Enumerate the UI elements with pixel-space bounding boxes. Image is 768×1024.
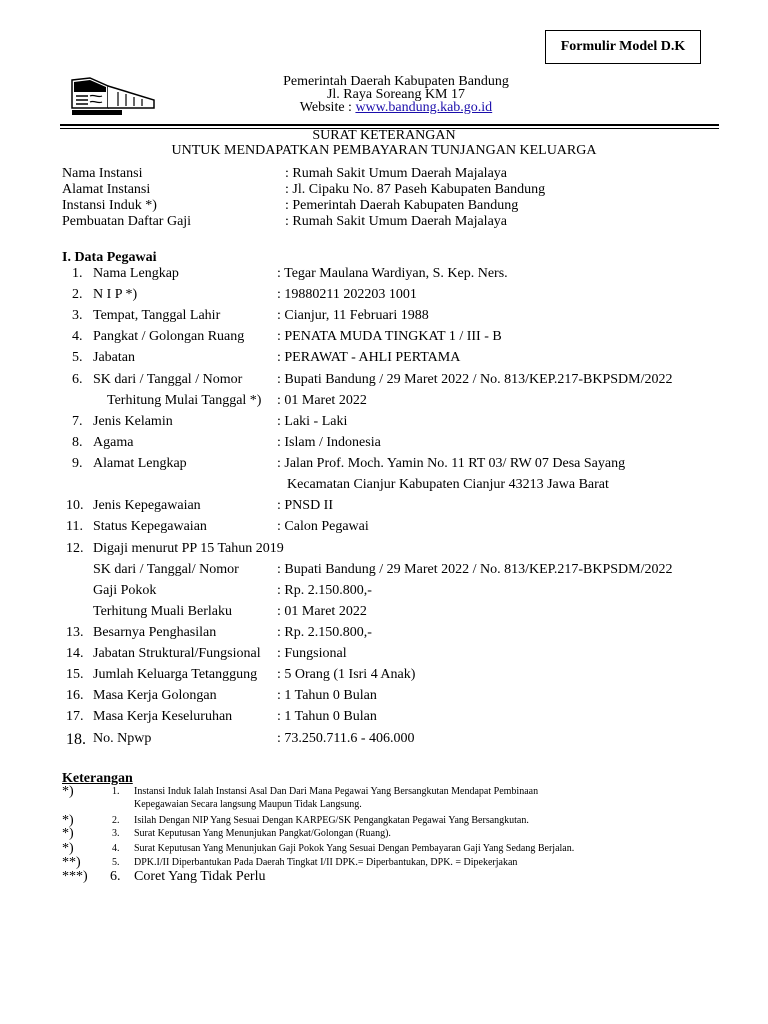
row-number: 18. — [66, 731, 86, 748]
field-value: : Jalan Prof. Moch. Yamin No. 11 RT 03/ RW 07 Desa Sayang — [277, 456, 626, 471]
row-number: 14. — [66, 646, 84, 661]
note-text: DPK.I/II Diperbantukan Pada Daerah Tingkat I/II DPK.= Diperbantukan, DPK. = Dipekerjakan — [134, 857, 518, 868]
field-value: : Bupati Bandung / 29 Maret 2022 / No. 813/KEP.217-BKPSDM/2022 — [277, 562, 673, 577]
header-website — [196, 100, 596, 116]
row-number: 5. — [72, 350, 83, 365]
note-marker: *) — [62, 813, 74, 828]
instansi-value: : Jl. Cipaku No. 87 Paseh Kabupaten Bandung — [285, 182, 546, 197]
field-value: : Tegar Maulana Wardiyan, S. Kep. Ners. — [277, 266, 508, 281]
row-number: 9. — [72, 456, 83, 471]
header-address: Jl. Raya Soreang KM 17 — [326, 87, 466, 102]
form-model-label: Formulir Model D.K — [545, 30, 701, 64]
header-rule-thick — [60, 124, 719, 126]
note-number: 5. — [112, 857, 120, 868]
note-marker: *) — [62, 784, 74, 799]
website-label: Website : — [299, 100, 356, 115]
field-label: Jabatan — [93, 350, 135, 365]
field-value: : 73.250.711.6 - 406.000 — [277, 731, 415, 746]
keterangan-title: Keterangan — [62, 771, 133, 786]
field-label: Terhitung Muali Berlaku — [93, 604, 232, 619]
field-value: : Calon Pegawai — [277, 519, 369, 534]
instansi-value: : Rumah Sakit Umum Daerah Majalaya — [285, 214, 507, 229]
field-label: Jumlah Keluarga Tetanggung — [93, 667, 258, 682]
field-label: Masa Kerja Keseluruhan — [93, 709, 233, 724]
section-title: I. Data Pegawai — [62, 250, 157, 265]
instansi-label: Pembuatan Daftar Gaji — [62, 214, 192, 229]
instansi-label: Alamat Instansi — [62, 182, 151, 197]
website-link[interactable]: www.bandung.kab.go.id — [355, 100, 493, 115]
field-label: Alamat Lengkap — [93, 456, 187, 471]
instansi-value: : Pemerintah Daerah Kabupaten Bandung — [285, 198, 519, 213]
field-value: : 19880211 202203 1001 — [277, 287, 417, 302]
note-marker: *) — [62, 826, 74, 841]
field-value: : Rp. 2.150.800,- — [277, 583, 372, 598]
row-number: 11. — [66, 519, 83, 534]
note-text: Isilah Dengan NIP Yang Sesuai Dengan KARPEG/SK Pengangkatan Pegawai Yang Bersangkutan. — [134, 815, 529, 826]
note-text: Surat Keputusan Yang Menunjukan Pangkat/Golongan (Ruang). — [134, 828, 391, 839]
field-label: Pangkat / Golongan Ruang — [93, 329, 245, 344]
note-text: Kepegawaian Secara langsung Maupun Tidak Langsung. — [134, 799, 362, 810]
note-number: 3. — [112, 828, 120, 839]
field-label: Tempat, Tanggal Lahir — [93, 308, 221, 323]
field-value: : Fungsional — [277, 646, 347, 661]
header-government: Pemerintah Daerah Kabupaten Bandung — [283, 74, 509, 89]
row-number: 4. — [72, 329, 83, 344]
row-number: 13. — [66, 625, 84, 640]
field-value: : 1 Tahun 0 Bulan — [277, 688, 377, 703]
note-number: 1. — [112, 786, 120, 797]
field-label: SK dari / Tanggal / Nomor — [93, 372, 243, 387]
row-number: 15. — [66, 667, 84, 682]
field-label: Jenis Kepegawaian — [93, 498, 201, 513]
field-value: : 01 Maret 2022 — [277, 604, 367, 619]
field-label: No. Npwp — [93, 731, 152, 746]
field-value: : 1 Tahun 0 Bulan — [277, 709, 377, 724]
note-number: 6. — [110, 869, 121, 884]
field-value: : Cianjur, 11 Februari 1988 — [277, 308, 429, 323]
note-marker: **) — [62, 855, 81, 870]
field-label: Gaji Pokok — [93, 583, 157, 598]
document-subtitle: UNTUK MENDAPATKAN PEMBAYARAN TUNJANGAN KELUARGA — [171, 143, 597, 158]
field-label: N I P *) — [93, 287, 138, 302]
instansi-value: : Rumah Sakit Umum Daerah Majalaya — [285, 166, 507, 181]
note-text: Coret Yang Tidak Perlu — [134, 869, 266, 884]
kabupaten-bandung-logo — [68, 74, 158, 118]
row-number: 12. — [66, 541, 84, 556]
note-text: Surat Keputusan Yang Menunjukan Gaji Pokok Yang Sesuai Dengan Pembayaran Gaji Yang Sedang Berjalan. — [134, 843, 575, 854]
field-value: : PNSD II — [277, 498, 334, 513]
instansi-label: Nama Instansi — [62, 166, 143, 181]
row-number: 3. — [72, 308, 83, 323]
field-label: Jabatan Struktural/Fungsional — [93, 646, 261, 661]
field-label: Agama — [93, 435, 134, 450]
row-number: 10. — [66, 498, 84, 513]
document-title: SURAT KETERANGAN — [312, 128, 456, 143]
row-number: 8. — [72, 435, 83, 450]
note-marker: *) — [62, 841, 74, 856]
field-value: : PERAWAT - AHLI PERTAMA — [277, 350, 461, 365]
row-number: 17. — [66, 709, 84, 724]
field-value: : 5 Orang (1 Isri 4 Anak) — [277, 667, 416, 682]
field-label: Terhitung Mulai Tanggal *) — [107, 393, 262, 408]
field-label: Status Kepegawaian — [93, 519, 207, 534]
field-value: Kecamatan Cianjur Kabupaten Cianjur 43213 Jawa Barat — [287, 477, 609, 492]
field-label: Jenis Kelamin — [93, 414, 173, 429]
field-value: : Bupati Bandung / 29 Maret 2022 / No. 813/KEP.217-BKPSDM/2022 — [277, 372, 673, 387]
field-label: Masa Kerja Golongan — [93, 688, 217, 703]
instansi-label: Instansi Induk *) — [62, 198, 157, 213]
note-number: 2. — [112, 815, 120, 826]
row-number: 1. — [72, 266, 83, 281]
row-number: 2. — [72, 287, 83, 302]
note-text: Instansi Induk Ialah Instansi Asal Dan Dari Mana Pegawai Yang Bersangkutan Mendapat Pembinaan — [134, 786, 539, 797]
field-value: : Islam / Indonesia — [277, 435, 381, 450]
row-number: 6. — [72, 372, 83, 387]
field-value: : PENATA MUDA TINGKAT 1 / III - B — [277, 329, 502, 344]
field-label: Besarnya Penghasilan — [93, 625, 217, 640]
note-marker: ***) — [62, 869, 88, 884]
field-value: : Rp. 2.150.800,- — [277, 625, 372, 640]
note-number: 4. — [112, 843, 120, 854]
field-label: SK dari / Tanggal/ Nomor — [93, 562, 239, 577]
row-number: 16. — [66, 688, 84, 703]
field-label: Nama Lengkap — [93, 266, 179, 281]
field-value: : 01 Maret 2022 — [277, 393, 367, 408]
field-value: : Laki - Laki — [277, 414, 348, 429]
field-label: Digaji menurut PP 15 Tahun 2019 — [93, 541, 284, 556]
row-number: 7. — [72, 414, 83, 429]
